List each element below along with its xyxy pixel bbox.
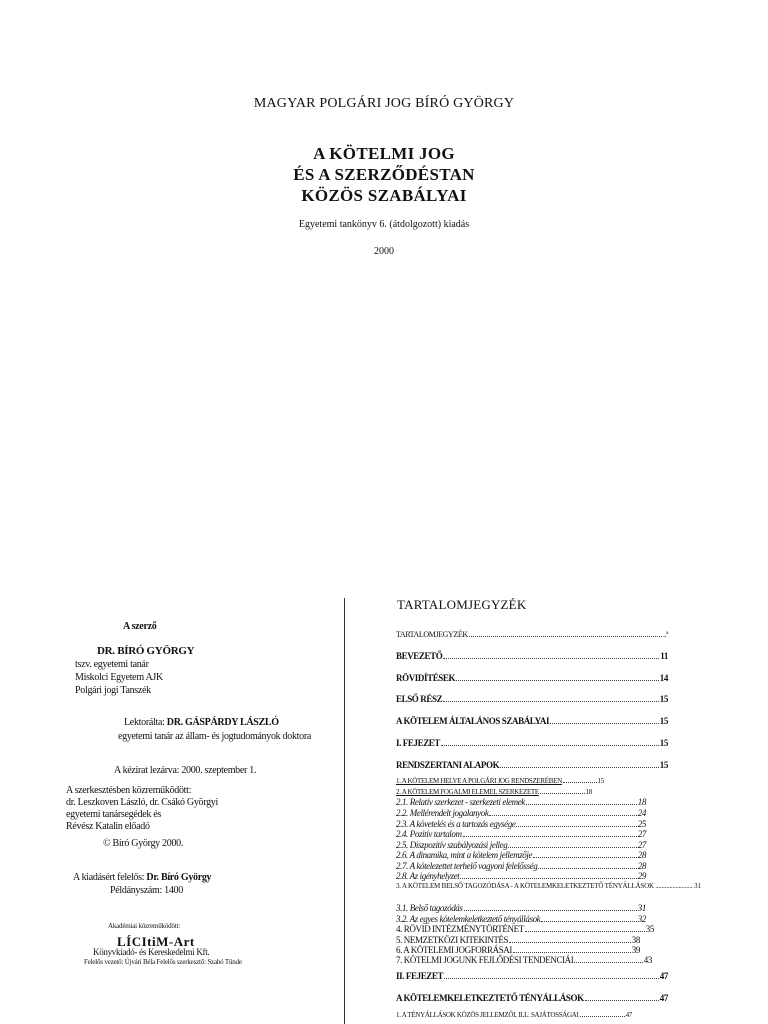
- toc-row[interactable]: 1. A KÖTELEM HELYE A POLGÁRI JOG RENDSZERÉBEN 15: [396, 777, 604, 785]
- toc-row[interactable]: A KÖTELEMKELETKEZTETŐ TÉNYÁLLÁSOK 47: [396, 993, 668, 1003]
- toc-row[interactable]: RÖVIDÍTÉSEK 14: [396, 673, 668, 683]
- toc-row[interactable]: 2.7. A kötelezettet terhelő vagyoni felelősség 28: [396, 861, 646, 871]
- leader-dots: [464, 910, 637, 911]
- book-title-line-2: ÉS A SZERZŐDÉSTAN: [293, 165, 475, 184]
- series-title: MAGYAR POLGÁRI JOG BÍRÓ GYÖRGY: [253, 96, 515, 111]
- toc-row[interactable]: A KÖTELEM ÁLTALÁNOS SZABÁLYAI 15: [396, 716, 668, 726]
- editing-names: dr. Leszkoven László, dr. Csákó Györgyi: [66, 797, 218, 808]
- toc-row[interactable]: 2.5. Diszpozitív szabályozási jelleg 27: [396, 840, 646, 850]
- leader-dots: [456, 680, 659, 681]
- leader-dots: [443, 701, 659, 702]
- reviewer-label: Lektorálta:: [124, 717, 165, 728]
- toc-row[interactable]: 2.6. A dinamika, mint a kötelem jellemzője 28: [396, 850, 646, 860]
- column-divider: [344, 598, 345, 1024]
- leader-dots: [580, 1016, 625, 1017]
- author-position: tszv. egyetemi tanár: [75, 659, 149, 670]
- leader-dots: [489, 815, 636, 816]
- editing-label: A szerkesztésben közreműködött:: [66, 785, 192, 796]
- toc-row[interactable]: ELSŐ RÉSZ 15: [396, 694, 668, 704]
- toc-wrapped-label: 3. A KÖTELEM BELSŐ TAGOZÓDÁSA - A KÖTELEMKELETKEZTETŐ TÉNYÁLLÁSOK: [396, 882, 654, 890]
- leader-dots: [508, 847, 636, 848]
- toc-row[interactable]: RENDSZERTANI ALAPOK 15: [396, 760, 668, 770]
- toc-row[interactable]: 2.8. Az igényhelyzet 29: [396, 871, 646, 881]
- leader-dots: [460, 878, 636, 879]
- leader-dots: [525, 931, 645, 932]
- toc-row[interactable]: 2.3. A követelés és a tartozás egysége 25: [396, 819, 646, 829]
- toc-row[interactable]: 4. RÖVID INTÉZMÉNYTÖRTÉNET 35: [396, 924, 654, 934]
- credits: Felelős vezető: Újvári Béla Felelős szerkesztő: Szabó Tünde: [84, 958, 242, 966]
- leader-dots: [500, 767, 659, 768]
- publisher-label: A kiadásért felelős:: [73, 872, 145, 883]
- leader-dots: [550, 723, 659, 724]
- leader-dots: [541, 921, 637, 922]
- book-title-line-1: A KÖTELMI JOG: [313, 144, 455, 163]
- leader-dots: [513, 952, 631, 953]
- leader-dots: [563, 782, 597, 783]
- editing-role: egyetemi tanársegédek és: [66, 809, 161, 820]
- leader-dots: [516, 826, 636, 827]
- leader-dots: [585, 1000, 659, 1001]
- leader-dots: [463, 836, 637, 837]
- toc-row[interactable]: 2.4. Pozitív tartalom 27: [396, 829, 646, 839]
- publisher-logo-text: LÍCItiM-Art: [117, 934, 195, 949]
- toc-row[interactable]: 3.2. Az egyes kötelemkeletkeztető tényállások 32: [396, 914, 646, 924]
- leader-dots: [444, 978, 659, 979]
- toc-row[interactable]: 7. KÖTELMI JOGUNK FEJLŐDÉSI TENDENCIÁI 43: [396, 955, 652, 965]
- copies: Példányszám: 1400: [110, 885, 183, 896]
- author-department: Polgári jogi Tanszék: [75, 685, 151, 696]
- reviewer-title: egyetemi tanár az állam- és jogtudományok doktora: [118, 731, 312, 742]
- manuscript-closed: A kézirat lezárva: 2000. szeptember 1.: [114, 765, 257, 776]
- toc-row[interactable]: 1. A TÉNYÁLLÁSOK KÖZÖS JELLEMZŐI, ILL. SAJÁTOSSÁGAI 47: [396, 1011, 632, 1019]
- toc-row[interactable]: 6. A KÖTELEMI JOGFORRÁSAI 39: [396, 945, 640, 955]
- author-university: Miskolci Egyetem AJK: [75, 672, 163, 683]
- leader-dots: [574, 962, 642, 963]
- author-label: A szerző: [123, 621, 157, 632]
- leader-dots: [526, 804, 637, 805]
- copyright: © Bíró György 2000.: [103, 838, 184, 849]
- leader-dots: [441, 745, 659, 746]
- leader-dots: ........................: [655, 882, 695, 890]
- toc-row-wrapped[interactable]: [396, 882, 704, 891]
- edition-note: Egyetemi tankönyv 6. (átdolgozott) kiadás: [298, 219, 470, 230]
- reviewer-line: [124, 717, 279, 728]
- toc-wrapped-page: 31: [694, 882, 701, 890]
- toc-row[interactable]: 2. A KÖTELEM FOGALMI ELEMEI, SZERKEZETE 18: [396, 788, 592, 796]
- leader-dots: [509, 942, 631, 943]
- cooperation-note: Akadémiai közreműködött:: [108, 922, 180, 930]
- leader-dots: [533, 857, 637, 858]
- toc-row[interactable]: BEVEZETŐ 11: [396, 651, 668, 661]
- toc-row[interactable]: 2.2. Mellérendelt jogalanyok 24: [396, 808, 646, 818]
- leader-dots: [469, 636, 662, 637]
- leader-dots: [443, 658, 659, 659]
- toc-row[interactable]: II. FEJEZET 47: [396, 971, 668, 981]
- publisher-company: Könyvkiadó- és Kereskedelmi Kft.: [93, 947, 210, 957]
- reviewer-name: DR. GÁSPÁRDY LÁSZLÓ: [166, 717, 279, 728]
- leader-dots: [540, 793, 585, 794]
- publisher-line: [73, 872, 211, 883]
- toc-row[interactable]: 2.1. Relatív szerkezet - szerkezeti elemek 18: [396, 797, 646, 807]
- publication-year: 2000: [374, 246, 394, 257]
- leader-dots: [538, 868, 636, 869]
- editing-names-2: Révész Katalin előadó: [66, 821, 150, 832]
- toc-row[interactable]: TARTALOMJEGYZÉK ..ª: [396, 630, 668, 639]
- toc-row[interactable]: I. FEJEZET 15: [396, 738, 668, 748]
- toc-row[interactable]: 5. NEMZETKÖZI KITEKINTÉS 38: [396, 935, 640, 945]
- toc-row[interactable]: 3.1. Belső tagozódás 31: [396, 903, 646, 913]
- book-title-line-3: KÖZÖS SZABÁLYAI: [301, 186, 467, 205]
- author-name: DR. BÍRÓ GYÖRGY: [97, 645, 195, 657]
- publisher-name: Dr. Bíró György: [146, 872, 212, 883]
- toc-heading: TARTALOMJEGYZÉK: [397, 597, 527, 612]
